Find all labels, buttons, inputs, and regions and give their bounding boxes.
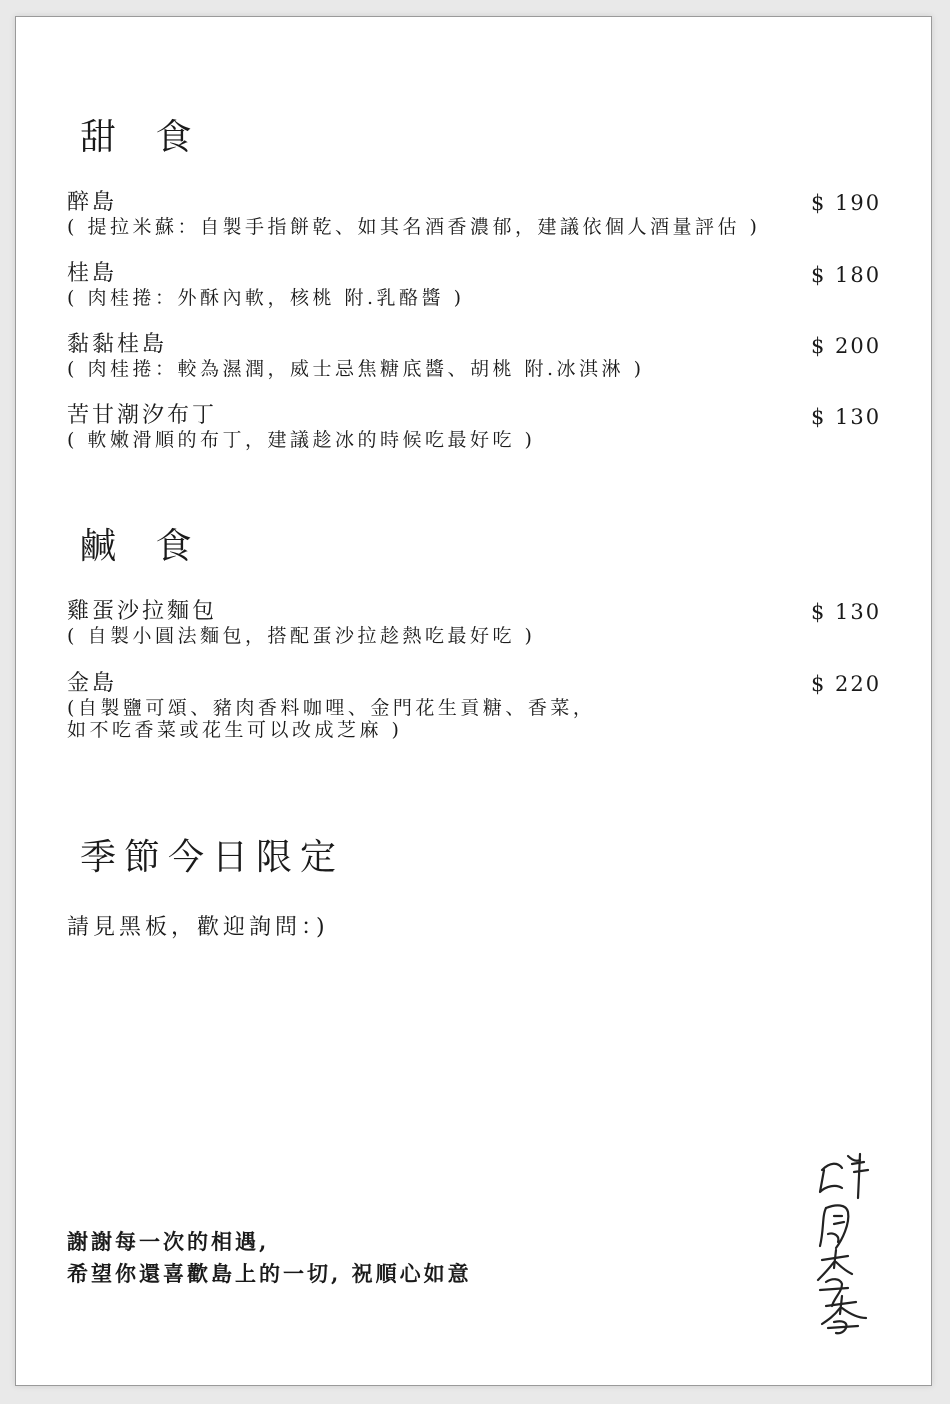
menu-item-name: 苦甘潮汐布丁: [67, 403, 218, 428]
footer-line-1: 謝謝每一次的相遇,: [67, 1229, 270, 1254]
footer-line-2: 希望你還喜歡島上的一切, 祝順心如意: [67, 1261, 472, 1286]
menu-item-price: $ 180: [811, 263, 882, 287]
menu-item-desc: (自製鹽可頌、豬肉香料咖哩、金門花生貢糖、香菜，: [67, 697, 596, 719]
menu-item-name: 黏黏桂島: [67, 332, 168, 357]
menu-item-desc: ( 肉桂捲：較為濕潤，威士忌焦糖底醬、胡桃 附.冰淇淋 ): [67, 358, 645, 380]
menu-item-name: 金島: [67, 671, 118, 696]
menu-item-name: 雞蛋沙拉麵包: [67, 599, 218, 624]
menu-item-price: $ 190: [811, 191, 882, 215]
menu-item-price: $ 220: [811, 672, 882, 696]
section-title-savory: 鹹 食: [80, 526, 206, 567]
menu-item-price: $ 130: [811, 600, 882, 624]
menu-item-desc: ( 自製小圓法麵包，搭配蛋沙拉趁熱吃最好吃 ): [67, 625, 536, 647]
menu-item-name: 桂島: [67, 261, 118, 286]
menu-item-desc: ( 軟嫩滑順的布丁，建議趁冰的時候吃最好吃 ): [67, 429, 536, 451]
menu-item-desc-line2: 如不吃香菜或花生可以改成芝麻 ): [67, 719, 403, 741]
menu-page: [15, 16, 932, 1386]
menu-item-price: $ 130: [811, 405, 882, 429]
menu-item-price: $ 200: [811, 334, 882, 358]
menu-item-desc: ( 肉桂捲：外酥內軟，核桃 附.乳酪醬 ): [67, 287, 465, 309]
menu-item-name: 醉島: [67, 190, 118, 215]
menu-item-desc: ( 提拉米蘇：自製手指餅乾、如其名酒香濃郁，建議依個人酒量評估 ): [67, 216, 761, 238]
seasonal-note: 請見黑板，歡迎詢問：): [67, 915, 329, 940]
handwritten-signature: [812, 1150, 882, 1335]
section-title-seasonal: 季節今日限定: [80, 837, 345, 878]
section-title-sweet: 甜 食: [80, 117, 206, 158]
